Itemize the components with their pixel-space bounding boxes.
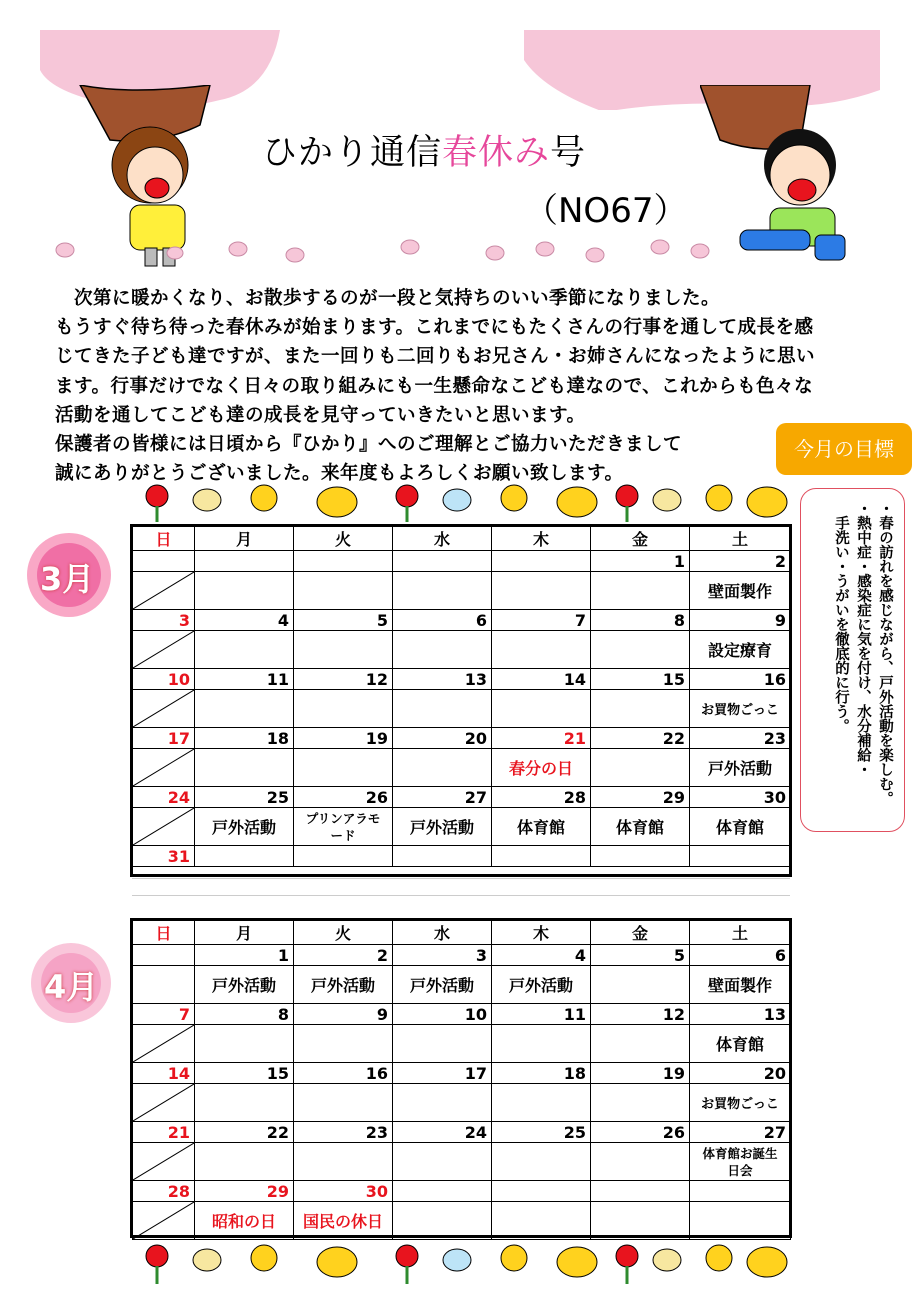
sunday-closed-cell [133, 749, 195, 787]
event-label: 戸外活動 [211, 818, 276, 837]
day-number: 28 [133, 1181, 195, 1202]
event-label: 昭和の日 [211, 1212, 276, 1231]
goal-line: 手洗い・うがいを徹底的に行う。 [833, 501, 849, 733]
day-number [492, 551, 591, 572]
weekday-header: 日 [133, 527, 195, 551]
day-number: 23 [690, 728, 791, 749]
day-number: 29 [195, 1181, 294, 1202]
event-cell [195, 1202, 294, 1240]
event-cell [393, 572, 492, 610]
intro-line: ます。行事だけでなく日々の取り組みにも一生懸命なこども達なので、これからも色々な [55, 375, 814, 397]
event-cell [492, 690, 591, 728]
event-cell [591, 572, 690, 610]
day-number [195, 551, 294, 572]
sunday-closed-cell [133, 572, 195, 610]
event-cell [492, 1025, 591, 1063]
day-number [393, 551, 492, 572]
intro-line: 次第に暖かくなり、お散歩するのが一段と気持ちのいい季節になりました。 [55, 288, 721, 309]
day-number: 30 [294, 1181, 393, 1202]
day-number: 21 [492, 728, 591, 749]
event-cell [294, 572, 393, 610]
event-label: 壁面製作 [707, 976, 772, 995]
weekday-header: 金 [591, 921, 690, 945]
diagonal-line-icon [133, 1084, 194, 1121]
day-number: 4 [492, 945, 591, 966]
day-number: 29 [591, 787, 690, 808]
weekday-header: 木 [492, 921, 591, 945]
day-number: 31 [133, 846, 195, 867]
day-number: 9 [690, 610, 791, 631]
day-number: 16 [294, 1063, 393, 1084]
monthly-goal-label: 今月の目標 [776, 423, 912, 475]
day-number: 10 [393, 1004, 492, 1025]
goal-line: ・熱中症・感染症に気を付け、水分補給・ [855, 501, 871, 777]
day-number [294, 846, 393, 867]
event-cell [591, 631, 690, 669]
day-number [133, 945, 195, 966]
day-number: 24 [133, 787, 195, 808]
day-number: 19 [294, 728, 393, 749]
event-cell [294, 690, 393, 728]
day-number: 20 [690, 1063, 791, 1084]
event-label: 体育館 [715, 818, 764, 837]
day-number: 1 [591, 551, 690, 572]
event-cell [591, 1025, 690, 1063]
event-cell [393, 1202, 492, 1240]
monthly-goal-box [800, 488, 905, 832]
march-calendar [132, 526, 791, 867]
event-cell [690, 749, 791, 787]
event-label: 戸外活動 [310, 976, 375, 995]
diagonal-line-icon [133, 1202, 194, 1239]
day-number: 15 [591, 669, 690, 690]
event-cell [294, 631, 393, 669]
diagonal-line-icon [133, 1143, 194, 1180]
day-number [133, 551, 195, 572]
event-cell [294, 1025, 393, 1063]
weekday-header: 水 [393, 921, 492, 945]
diagonal-line-icon [133, 749, 194, 786]
event-cell [294, 749, 393, 787]
day-number [393, 846, 492, 867]
event-cell [393, 1084, 492, 1122]
day-number [294, 551, 393, 572]
day-number [591, 846, 690, 867]
event-cell [195, 1025, 294, 1063]
sunday-closed-cell [133, 631, 195, 669]
newsletter-title: ひかり通信春休み号 [262, 133, 587, 173]
day-number: 5 [294, 610, 393, 631]
day-number: 27 [393, 787, 492, 808]
weekday-header: 月 [195, 921, 294, 945]
blank-row-gap [132, 878, 790, 914]
day-number [492, 1181, 591, 1202]
day-number: 6 [690, 945, 791, 966]
flower-border-top [132, 482, 792, 524]
day-number [492, 846, 591, 867]
event-cell [591, 690, 690, 728]
day-number: 30 [690, 787, 791, 808]
title-accent: 春休み [442, 133, 551, 173]
event-cell [393, 631, 492, 669]
day-number [690, 1181, 791, 1202]
event-cell [591, 808, 690, 846]
event-cell [591, 1084, 690, 1122]
event-cell [690, 1143, 791, 1181]
event-cell [195, 1084, 294, 1122]
event-cell [393, 1025, 492, 1063]
event-cell [393, 808, 492, 846]
intro-line: じてきた子ども達ですが、また一回りも二回りもお兄さん・お姉さんになったように思い [55, 346, 816, 368]
day-number [591, 1181, 690, 1202]
day-number: 15 [195, 1063, 294, 1084]
event-label: 春分の日 [508, 759, 573, 778]
event-cell [195, 808, 294, 846]
event-cell [492, 1084, 591, 1122]
petals-decoration [55, 235, 875, 265]
event-cell [294, 966, 393, 1004]
day-number: 8 [591, 610, 690, 631]
day-number: 2 [690, 551, 791, 572]
event-cell [492, 572, 591, 610]
event-cell [690, 808, 791, 846]
day-number: 18 [492, 1063, 591, 1084]
day-number: 26 [294, 787, 393, 808]
event-cell [294, 808, 393, 846]
event-cell [393, 690, 492, 728]
event-cell [492, 1202, 591, 1240]
intro-line: 保護者の皆様には日頃から『ひかり』へのご理解とご協力いただきまして [55, 434, 683, 456]
day-number: 12 [591, 1004, 690, 1025]
event-label: プリンアラモード [305, 810, 381, 843]
event-cell [690, 1025, 791, 1063]
event-cell [690, 1084, 791, 1122]
weekday-header: 金 [591, 527, 690, 551]
day-number: 23 [294, 1122, 393, 1143]
sunday-closed-cell [133, 966, 195, 1004]
day-number: 5 [591, 945, 690, 966]
day-number: 13 [690, 1004, 791, 1025]
day-number: 12 [294, 669, 393, 690]
event-label: 国民の休日 [302, 1212, 383, 1231]
event-cell [690, 966, 791, 1004]
event-label: 体育館お誕生日会 [702, 1145, 778, 1178]
weekday-header: 火 [294, 921, 393, 945]
weekday-header: 土 [690, 527, 791, 551]
day-number: 27 [690, 1122, 791, 1143]
intro-line: 誠にありがとうございました。来年度もよろしくお願い致します。 [55, 463, 624, 485]
march-badge [14, 520, 129, 630]
event-cell [492, 631, 591, 669]
april-calendar [132, 920, 791, 1240]
day-number: 11 [492, 1004, 591, 1025]
day-number [195, 846, 294, 867]
event-label: 戸外活動 [409, 976, 474, 995]
sunday-closed-cell [133, 1202, 195, 1240]
event-label: 体育館 [516, 818, 565, 837]
day-number: 13 [393, 669, 492, 690]
sunday-closed-cell [133, 690, 195, 728]
event-cell [393, 966, 492, 1004]
weekday-header: 木 [492, 527, 591, 551]
april-badge [14, 928, 129, 1043]
event-cell [195, 1143, 294, 1181]
intro-line: 活動を通してこども達の成長を見守っていきたいと思います。 [55, 404, 586, 426]
day-number: 14 [133, 1063, 195, 1084]
day-number: 10 [133, 669, 195, 690]
event-cell [195, 631, 294, 669]
event-cell [195, 966, 294, 1004]
day-number: 22 [195, 1122, 294, 1143]
day-number: 3 [133, 610, 195, 631]
event-cell [690, 1202, 791, 1240]
event-cell [195, 690, 294, 728]
sunday-closed-cell [133, 808, 195, 846]
sunday-closed-cell [133, 1025, 195, 1063]
march-label: 3月 [40, 560, 95, 598]
april-label: 4月 [44, 968, 99, 1006]
event-label: 壁面製作 [707, 582, 772, 601]
day-number: 25 [492, 1122, 591, 1143]
day-number [690, 846, 791, 867]
event-cell [492, 749, 591, 787]
weekday-header: 月 [195, 527, 294, 551]
sunday-closed-cell [133, 1143, 195, 1181]
day-number: 17 [393, 1063, 492, 1084]
day-number: 28 [492, 787, 591, 808]
diagonal-line-icon [133, 631, 194, 668]
issue-number: （NO67） [524, 191, 688, 231]
intro-line: もうすぐ待ち待った春休みが始まります。これまでにもたくさんの行事を通して成長を感 [55, 317, 814, 339]
event-cell [492, 808, 591, 846]
event-cell [393, 1143, 492, 1181]
event-label: 戸外活動 [211, 976, 276, 995]
day-number: 3 [393, 945, 492, 966]
day-number: 17 [133, 728, 195, 749]
day-number: 24 [393, 1122, 492, 1143]
event-cell [591, 966, 690, 1004]
intro-paragraph [55, 284, 885, 488]
event-cell [195, 749, 294, 787]
event-cell [690, 631, 791, 669]
event-cell [591, 1202, 690, 1240]
event-label: 体育館 [615, 818, 664, 837]
day-number: 21 [133, 1122, 195, 1143]
weekday-header: 日 [133, 921, 195, 945]
day-number: 4 [195, 610, 294, 631]
event-label: 戸外活動 [707, 759, 772, 778]
weekday-header: 火 [294, 527, 393, 551]
day-number: 6 [393, 610, 492, 631]
event-cell [195, 572, 294, 610]
event-label: 体育館 [715, 1035, 764, 1054]
event-cell [492, 1143, 591, 1181]
weekday-header: 土 [690, 921, 791, 945]
event-label: 戸外活動 [409, 818, 474, 837]
event-cell [690, 572, 791, 610]
day-number: 11 [195, 669, 294, 690]
day-number: 8 [195, 1004, 294, 1025]
day-number: 26 [591, 1122, 690, 1143]
diagonal-line-icon [133, 1025, 194, 1062]
event-cell [690, 690, 791, 728]
day-number: 20 [393, 728, 492, 749]
flower-border-bottom [132, 1242, 792, 1286]
day-number: 9 [294, 1004, 393, 1025]
event-cell [294, 1143, 393, 1181]
day-number: 19 [591, 1063, 690, 1084]
day-number: 25 [195, 787, 294, 808]
diagonal-line-icon [133, 808, 194, 845]
event-cell [294, 1084, 393, 1122]
event-label: 設定療育 [707, 641, 772, 660]
event-cell [294, 1202, 393, 1240]
day-number [393, 1181, 492, 1202]
day-number: 16 [690, 669, 791, 690]
sunday-closed-cell [133, 1084, 195, 1122]
day-number: 7 [492, 610, 591, 631]
event-cell [591, 749, 690, 787]
day-number: 1 [195, 945, 294, 966]
diagonal-line-icon [133, 690, 194, 727]
goal-line: ・春の訪れを感じながら、戸外活動を楽しむ。 [877, 501, 893, 806]
event-cell [393, 749, 492, 787]
weekday-header: 水 [393, 527, 492, 551]
event-label: お買物ごっこ [701, 703, 779, 718]
diagonal-line-icon [133, 572, 194, 609]
day-number: 22 [591, 728, 690, 749]
event-label: お買物ごっこ [701, 1097, 779, 1112]
day-number: 18 [195, 728, 294, 749]
event-cell [591, 1143, 690, 1181]
day-number: 14 [492, 669, 591, 690]
day-number: 2 [294, 945, 393, 966]
event-cell [492, 966, 591, 1004]
event-label: 戸外活動 [508, 976, 573, 995]
day-number: 7 [133, 1004, 195, 1025]
